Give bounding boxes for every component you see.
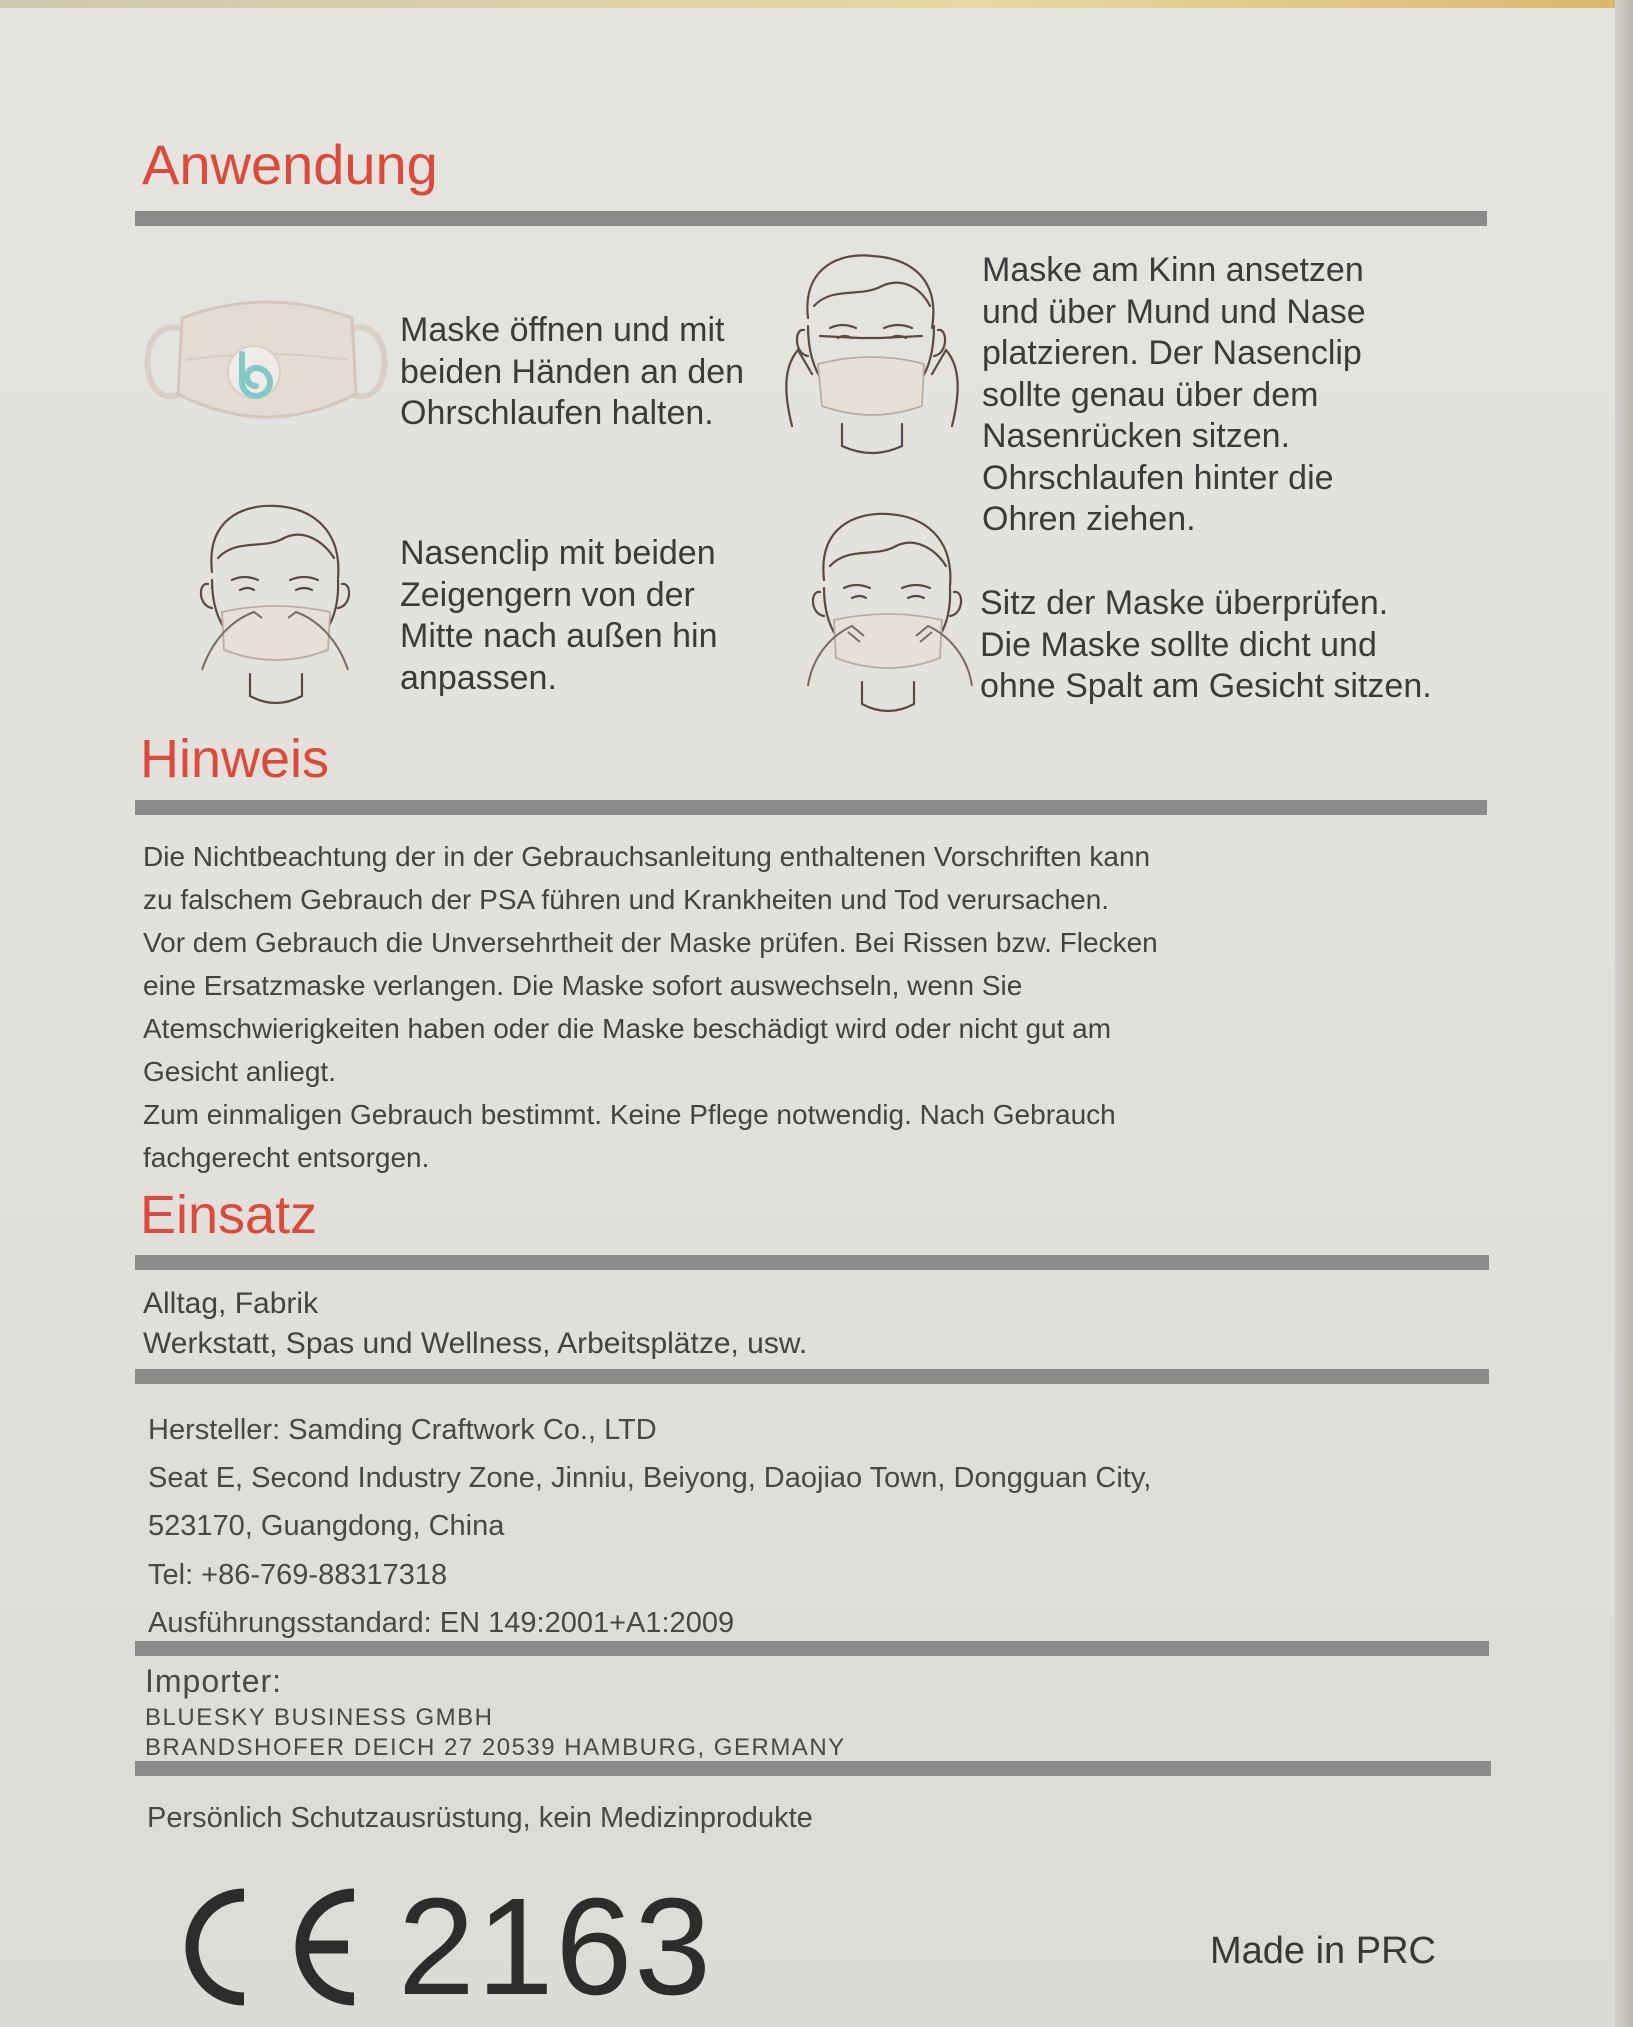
ce-mark-icon: [148, 1883, 368, 2011]
application-text: Alltag, Fabrik Werkstatt, Spas und Wellness, Arbeitsplätze, usw.: [143, 1287, 808, 1360]
step-2-text: Maske am Kinn ansetzen und über Mund und Nase platzieren. Der Nasenclip sollte genau über dem Nasenrücken sitzen. Ohrschlaufen hinter die Ohren ziehen.: [982, 251, 1366, 538]
notice-text: Die Nichtbeachtung der in der Gebrauchsanleitung enthaltenen Vorschriften kann zu falschem Gebrauch der PSA führen und Krankheiten und Tod verursachen. Vor dem Gebrauch die Unversehrtheit der Maske prüfen. Bei Rissen bzw. Flecken eine Ersatzmaske verlangen. Die Maske sofort auswechseln, wenn Sie Atemschwierigkeiten haben oder die Maske beschädigt wird oder nicht gut am Gesicht anliegt. Zum einmaligen Gebrauch bestimmt. Keine Pflege notwendig. Nach Gebrauch fachgerecht entsorgen.: [143, 841, 1158, 1173]
importer-address: BRANDSHOFER DEICH 27 20539 HAMBURG, GERMANY: [145, 1734, 846, 1761]
usage-divider: [135, 211, 1487, 226]
ce-number: 2163: [398, 1870, 713, 2024]
usage-heading: Anwendung: [142, 133, 438, 196]
made-in-label: Made in PRC: [1210, 1930, 1436, 1972]
application-heading: Einsatz: [140, 1185, 318, 1245]
manufacturer-address: Seat E, Second Industry Zone, Jinniu, Beiyong, Daojiao Town, Dongguan City,: [148, 1462, 1152, 1494]
face-chin-mask-icon: [772, 246, 972, 471]
face-noseclip-icon: [192, 500, 362, 715]
box-edge-right: [1615, 0, 1633, 2027]
importer-divider: [135, 1641, 1489, 1656]
step-1-text: Maske öffnen und mit beiden Händen an den Ohrschlaufen halten.: [400, 311, 745, 432]
step-3-text: Nasenclip mit beiden Zeigengern von der Mitte nach außen hin anpassen.: [400, 534, 718, 697]
face-fit-check-icon: [800, 508, 980, 733]
manufacturer-phone: Tel: +86-769-88317318: [148, 1559, 448, 1591]
notice-heading: Hinweis: [140, 729, 330, 789]
application-divider: [135, 1255, 1489, 1270]
importer-name: BLUESKY BUSINESS GMBH: [145, 1704, 494, 1731]
manufacturer-name: Hersteller: Samding Craftwork Co., LTD: [148, 1414, 657, 1446]
step-4-text: Sitz der Maske überprüfen. Die Maske sollte dicht und ohne Spalt am Gesicht sitzen.: [980, 584, 1432, 705]
manufacturer-postal: 523170, Guangdong, China: [148, 1510, 505, 1542]
package-back-panel: [0, 8, 1615, 2027]
importer-title: Importer:: [145, 1663, 283, 1699]
classification-text: Persönlich Schutzausrüstung, kein Medizinprodukte: [147, 1802, 813, 1834]
mask-icon: [142, 290, 392, 440]
notice-divider: [135, 800, 1487, 815]
manufacturer-standard: Ausführungsstandard: EN 149:2001+A1:2009: [148, 1607, 735, 1639]
classification-divider: [135, 1761, 1491, 1776]
manufacturer-divider: [135, 1369, 1489, 1384]
